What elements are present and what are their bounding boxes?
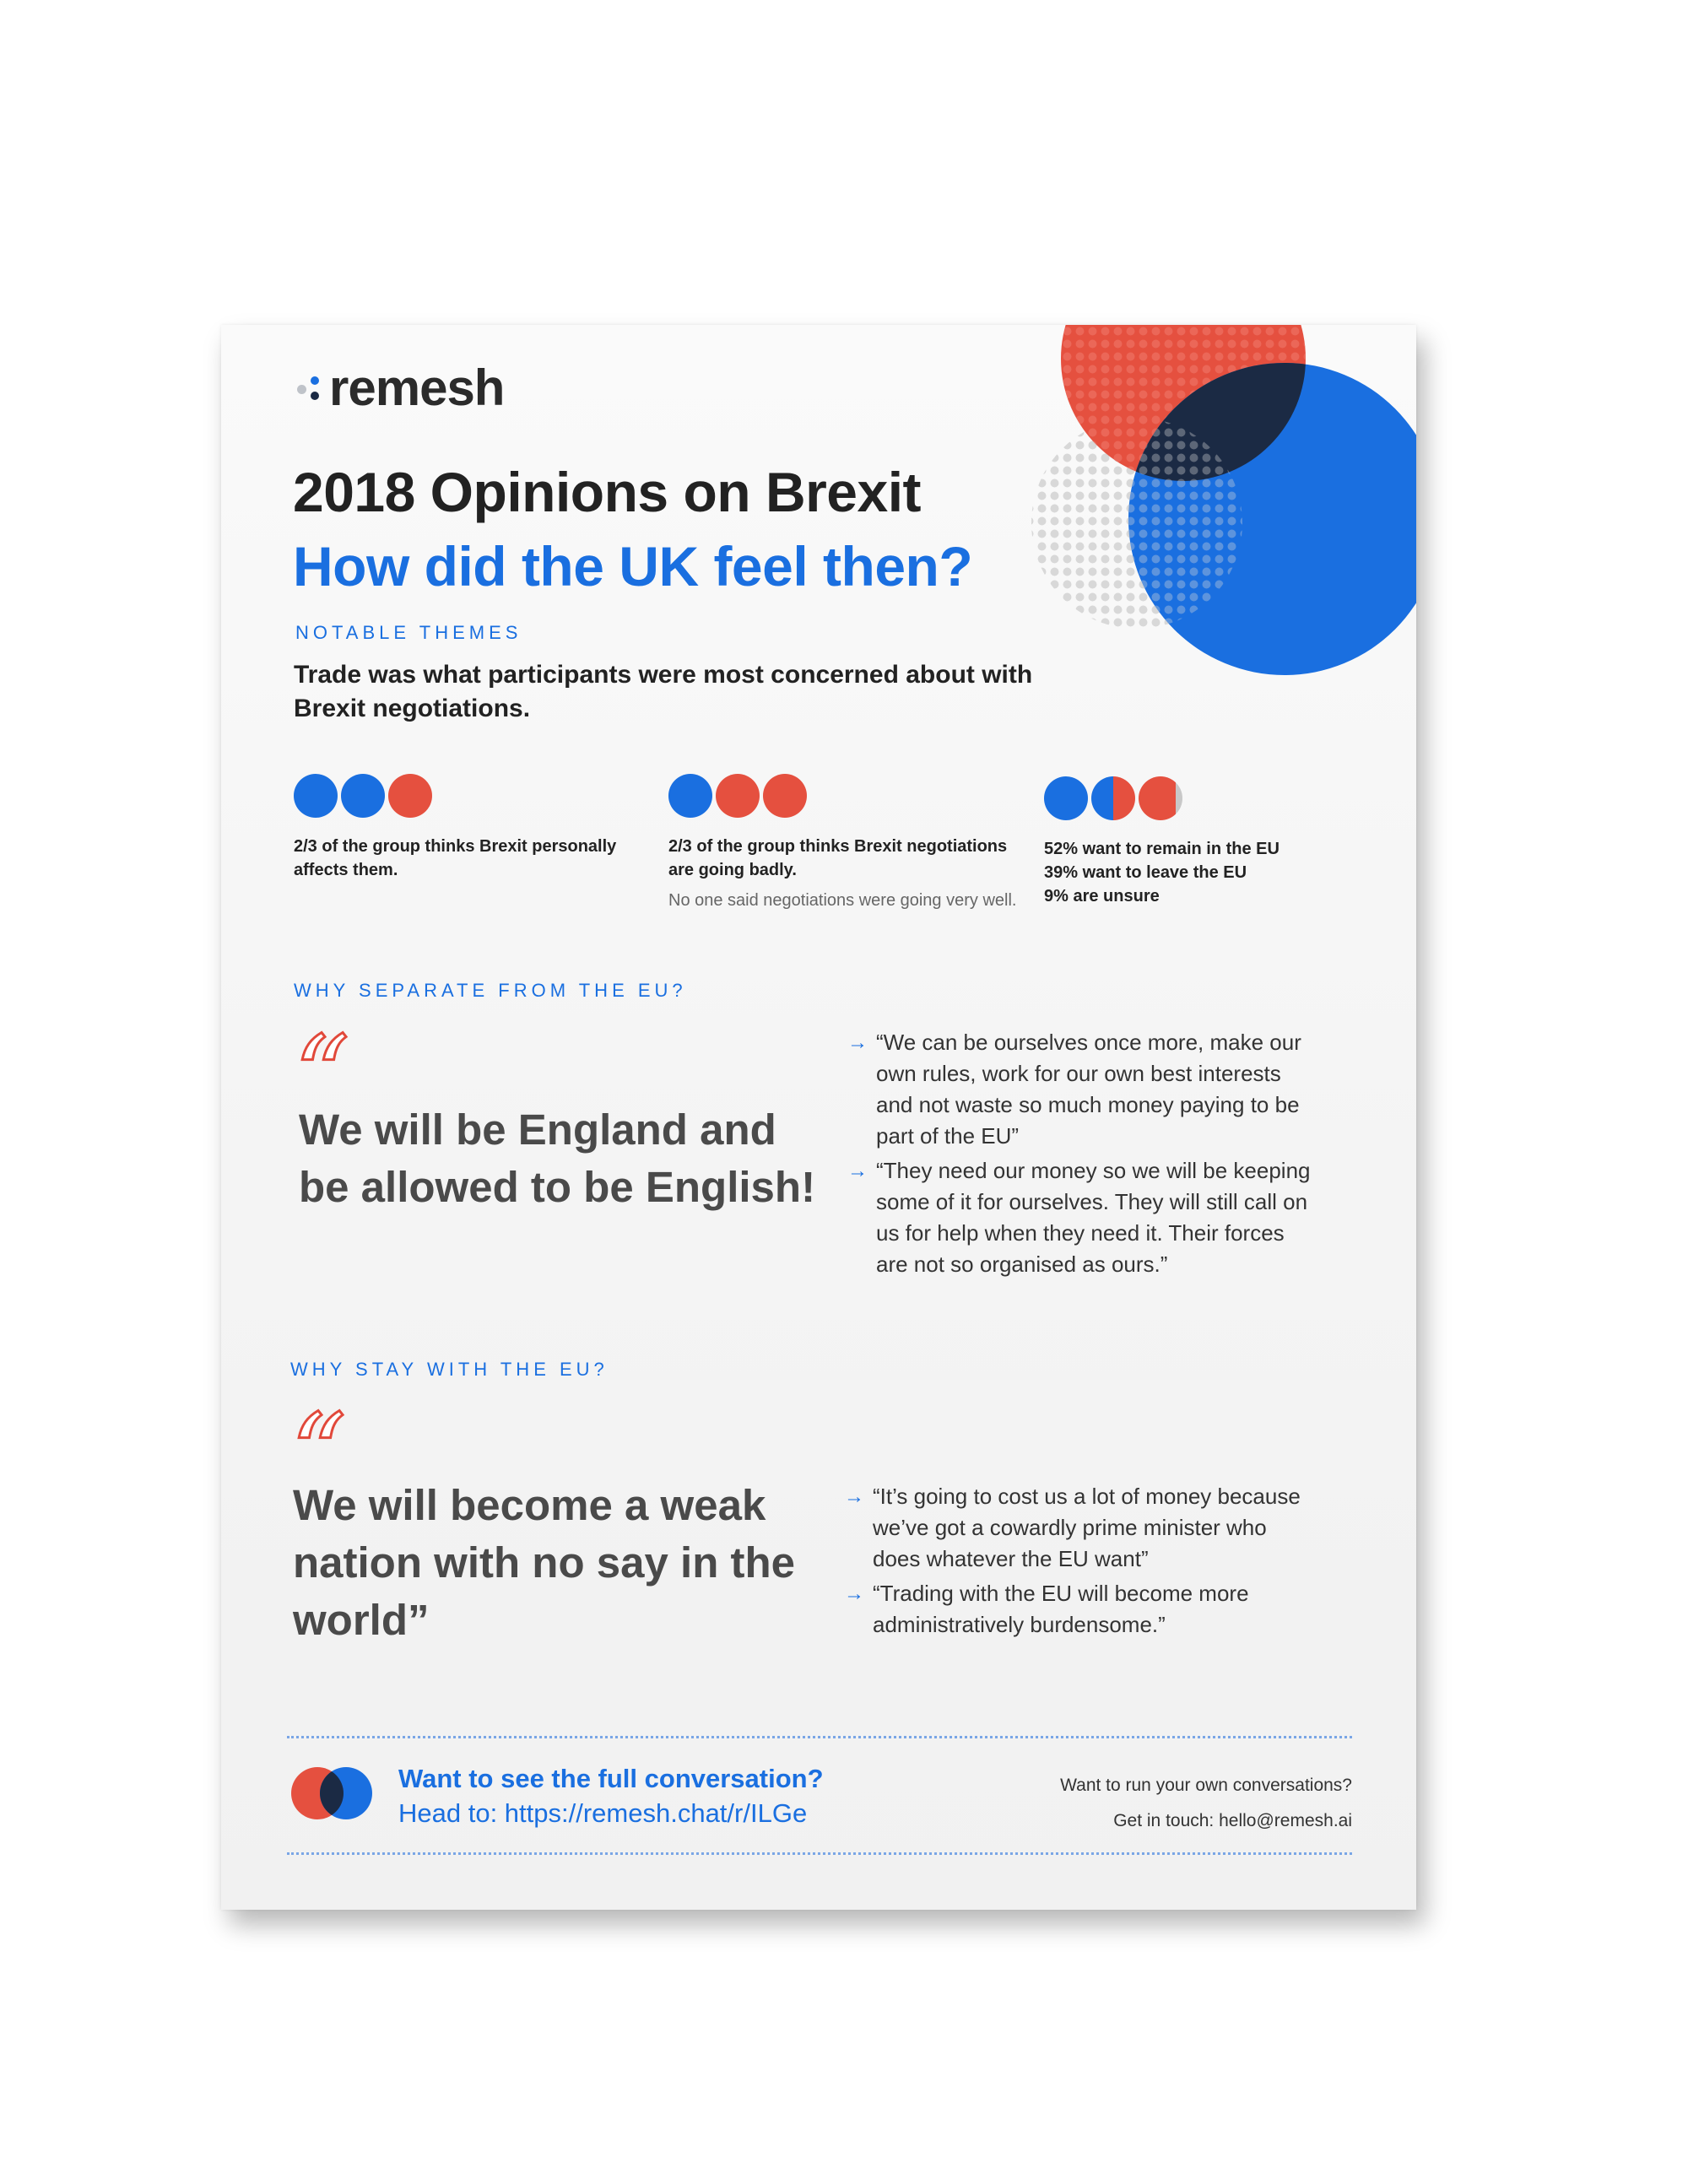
logo-text: remesh — [329, 359, 505, 416]
arrow-right-icon: → — [844, 1582, 864, 1605]
themes-intro: Trade was what participants were most concerned about with Brexit negotiations. — [294, 661, 1033, 722]
page-subtitle: How did the UK feel then? — [293, 535, 973, 597]
quote-text: “They need our money so we will be keeping some of it for ourselves. They will still call on us for help when they need it. Their forces are not so organised as ours.” — [876, 1158, 1311, 1277]
separate-big-quote: We will be England and be allowed to be English! — [299, 1106, 816, 1211]
notable-themes-label: NOTABLE THEMES — [295, 622, 522, 643]
list-item — [844, 1481, 1317, 1575]
stat-text: 2/3 of the group thinks Brexit negotiations are going badly. — [668, 837, 1008, 879]
quote-text: “Trading with the EU will become more administratively burdensome.” — [873, 1581, 1249, 1637]
blue-dot-icon — [1044, 776, 1088, 820]
footer-contact — [981, 1768, 1352, 1839]
arrow-right-icon: → — [847, 1160, 868, 1182]
footer-contact-email[interactable]: Get in touch: hello@remesh.ai — [1113, 1811, 1352, 1830]
red-dot-icon — [388, 774, 432, 818]
list-item — [847, 1027, 1320, 1152]
stat-line: 52% want to remain in the EU — [1044, 840, 1280, 858]
stat-negotiations-badly — [668, 774, 1023, 914]
why-stay-label: WHY STAY WITH THE EU? — [290, 1359, 609, 1380]
stat-dots — [294, 774, 648, 819]
footer-divider-bottom — [287, 1852, 1352, 1855]
arrow-right-icon: → — [847, 1031, 868, 1054]
red-dot-icon — [763, 774, 807, 818]
blue-dot-icon — [668, 774, 712, 818]
stat-dots — [668, 774, 1023, 819]
list-item — [844, 1578, 1317, 1641]
list-item — [847, 1155, 1320, 1280]
footer-cta: Want to see the full conversation? — [398, 1764, 824, 1793]
decorative-circles — [1023, 325, 1416, 722]
footer-url-link[interactable]: Head to: https://remesh.chat/r/ILGe — [398, 1798, 808, 1828]
footer-divider-top — [287, 1736, 1352, 1738]
split-dot-icon — [1091, 776, 1135, 820]
stat-line: 9% are unsure — [1044, 887, 1160, 905]
blue-dot-icon — [341, 774, 385, 818]
red-dot-icon — [716, 774, 760, 818]
stat-remain-leave — [1044, 776, 1399, 908]
stat-dots — [1044, 776, 1399, 822]
red-grey-dot-icon — [1139, 776, 1182, 820]
quote-mark-icon: “ — [290, 1390, 347, 1518]
flyer-sheet — [221, 325, 1416, 1910]
stat-personally-affects — [294, 774, 648, 882]
remesh-logo[interactable] — [297, 359, 504, 417]
venn-logo-icon — [287, 1765, 376, 1824]
stat-subtext: No one said negotiations were going very well. — [668, 891, 1017, 910]
page-title: 2018 Opinions on Brexit — [293, 461, 922, 523]
stay-quotes-list — [844, 1481, 1317, 1644]
quote-mark-icon: “ — [294, 1012, 350, 1140]
blue-dot-icon — [294, 774, 338, 818]
quote-text: “It’s going to cost us a lot of money because we’ve got a cowardly prime minister who does whatever the EU want” — [873, 1484, 1301, 1571]
arrow-right-icon: → — [844, 1485, 864, 1508]
logo-dots-icon — [297, 371, 324, 405]
separate-quotes-list — [847, 1027, 1320, 1284]
footer-contact-line1: Want to run your own conversations? — [1060, 1776, 1352, 1795]
quote-text: “We can be ourselves once more, make our own rules, work for our own best interests and not waste so much money paying to be part of the EU” — [876, 1030, 1301, 1149]
stay-big-quote: We will become a weak nation with no say in the world” — [293, 1481, 796, 1644]
stat-line: 39% want to leave the EU — [1044, 863, 1247, 882]
why-separate-label: WHY SEPARATE FROM THE EU? — [294, 980, 687, 1001]
stat-text: 2/3 of the group thinks Brexit personally affects them. — [294, 837, 617, 879]
